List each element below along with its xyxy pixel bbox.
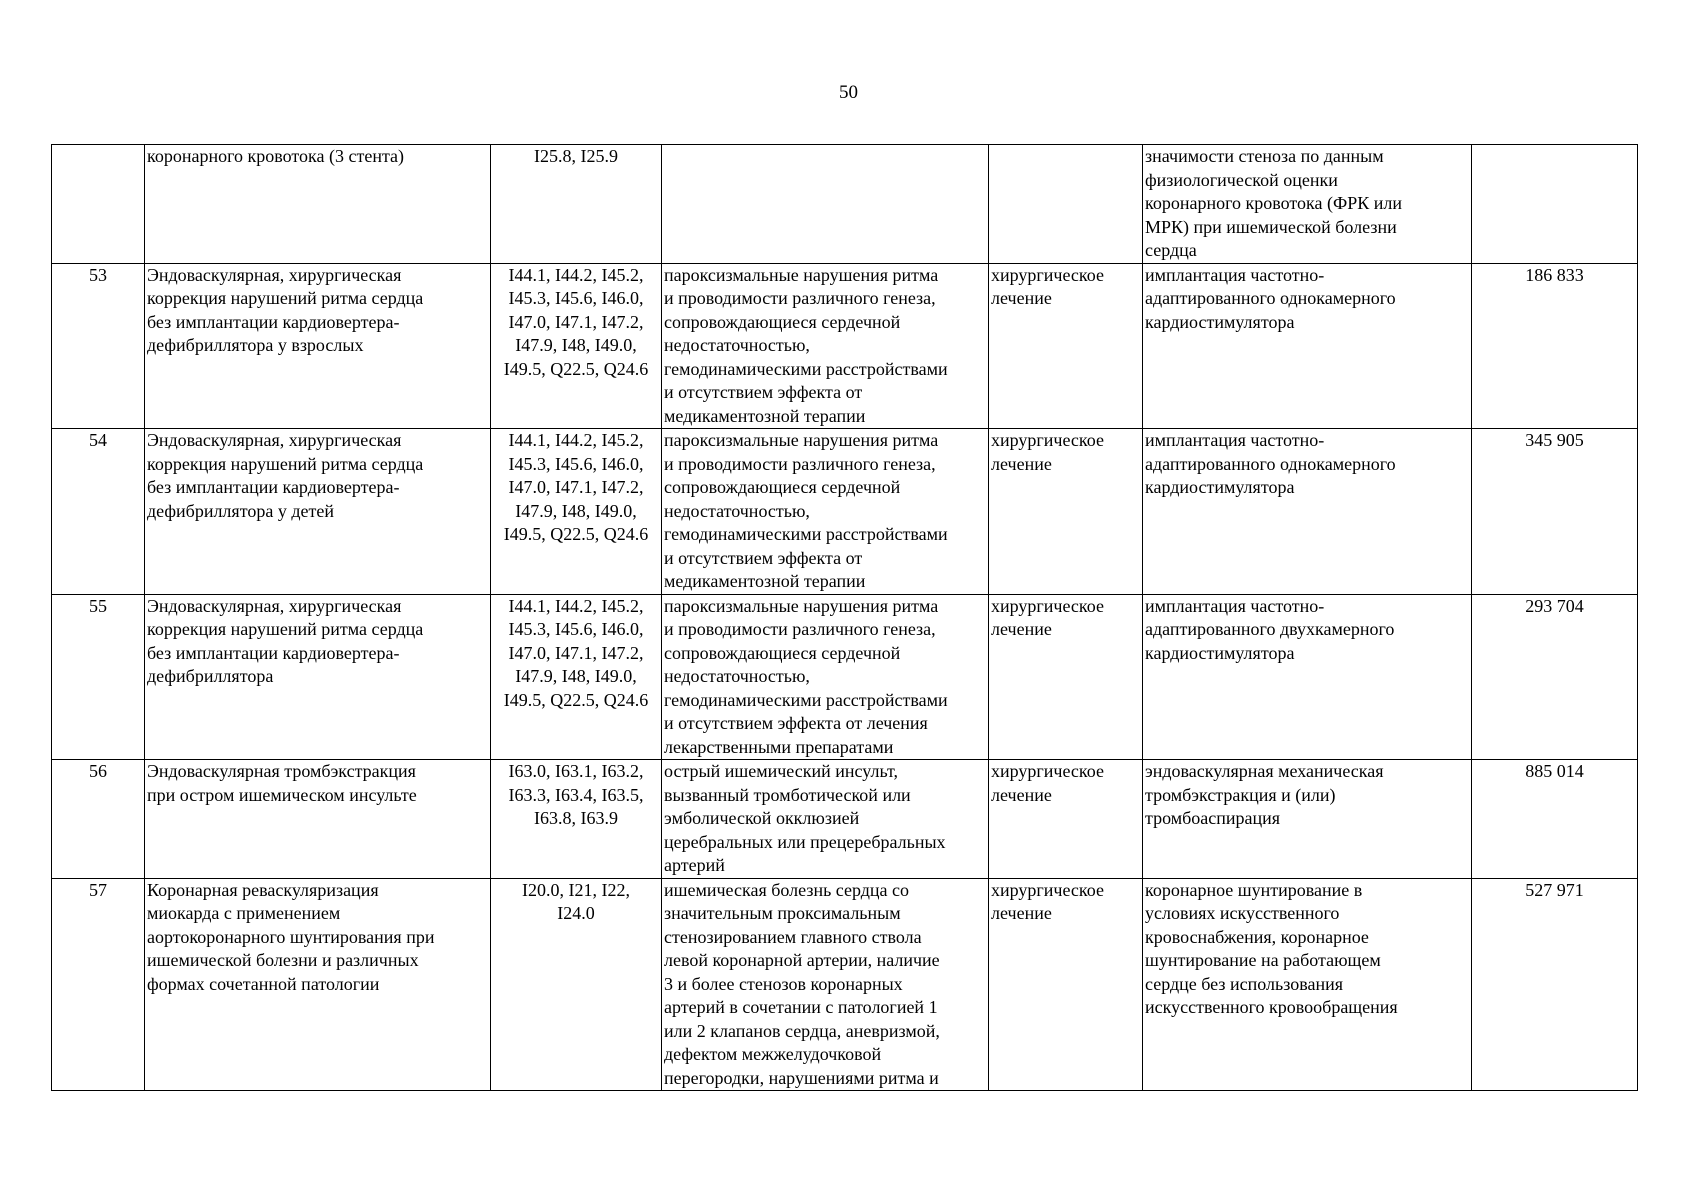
medical-care-table <box>51 144 1638 1091</box>
treatment-type-cell <box>989 594 1143 760</box>
row-number: 54 <box>89 430 107 450</box>
table-row <box>52 263 1638 429</box>
icd-codes: I63.0, I63.1, I63.2, I63.3, I63.4, I63.5, I63.8, I63.9 <box>508 761 644 828</box>
treatment-method: имплантация частотно- адаптированного однокамерного кардиостимулятора <box>1145 430 1396 497</box>
icd-codes-cell <box>491 594 662 760</box>
table-body <box>52 145 1638 1091</box>
row-number-cell <box>52 760 145 879</box>
care-type-name: Эндоваскулярная, хирургическая коррекция нарушений ритма сердца без имплантации кардиовертера- дефибриллятора у детей <box>147 430 424 521</box>
treatment-method: эндоваскулярная механическая тромбэкстракция и (или) тромбоаспирация <box>1145 761 1384 828</box>
cost-value: 527 971 <box>1525 879 1584 900</box>
row-number-cell <box>52 263 145 429</box>
treatment-type-cell <box>989 760 1143 879</box>
row-number-cell <box>52 429 145 595</box>
treatment-method: коронарное шунтирование в условиях искусственного кровоснабжения, коронарное шунтирование на работающем сердце без использования искусственного кровообращения <box>1145 879 1398 1017</box>
cost-value: 885 014 <box>1525 761 1584 781</box>
table-row <box>52 429 1638 595</box>
icd-codes-cell <box>491 429 662 595</box>
row-number: 57 <box>89 879 107 900</box>
row-number: 56 <box>89 761 107 781</box>
icd-codes: I44.1, I44.2, I45.2, I45.3, I45.6, I46.0, I47.0, I47.1, I47.2, I47.9, I48, I49.0, I49.5, Q22.5, Q24.6 <box>503 430 649 544</box>
cost-value-cell <box>1472 263 1638 429</box>
care-type-name: Коронарная реваскуляризация миокарда с применением аортокоронарного шунтирования при ишемической болезни и различных формах сочетанной патологии <box>147 879 435 994</box>
row-number: 55 <box>89 595 107 616</box>
treatment-type: хирургическое лечение <box>991 264 1104 308</box>
table-row <box>52 594 1638 760</box>
patient-model: острый ишемический инсульт, вызванный тромботической или эмболической окклюзией церебральных или прецеребральных артерий <box>664 761 946 875</box>
patient-model-cell <box>662 878 989 1091</box>
care-type-name-cell <box>145 263 491 429</box>
cost-value-cell <box>1472 594 1638 760</box>
patient-model: пароксизмальные нарушения ритма и проводимости различного генеза, сопровождающиеся сердечной недостаточностью, гемодинамическими расстройствами и отсутствием эффекта от лечения лекарственными препаратами <box>664 595 948 757</box>
icd-codes: I25.8, I25.9 <box>534 146 618 166</box>
patient-model-cell <box>662 594 989 760</box>
care-type-name-cell <box>145 145 491 264</box>
treatment-type-cell <box>989 145 1143 264</box>
treatment-method-cell <box>1143 760 1472 879</box>
icd-codes-cell <box>491 760 662 879</box>
cost-value-cell <box>1472 145 1638 264</box>
treatment-method: имплантация частотно- адаптированного двухкамерного кардиостимулятора <box>1145 595 1395 663</box>
treatment-method-cell <box>1143 263 1472 429</box>
treatment-type-cell <box>989 878 1143 1091</box>
care-type-name: Эндоваскулярная тромбэкстракция при остром ишемическом инсульте <box>147 761 417 805</box>
cost-value-cell <box>1472 760 1638 879</box>
cost-value-cell <box>1472 429 1638 595</box>
treatment-type: хирургическое лечение <box>991 595 1104 639</box>
cost-value: 186 833 <box>1525 264 1584 285</box>
care-type-name: Эндоваскулярная, хирургическая коррекция нарушений ритма сердца без имплантации кардиовертера- дефибриллятора у взрослых <box>147 264 424 355</box>
treatment-method-cell <box>1143 429 1472 595</box>
patient-model-cell <box>662 145 989 264</box>
care-type-name-cell <box>145 594 491 760</box>
treatment-type: хирургическое лечение <box>991 761 1104 805</box>
patient-model: пароксизмальные нарушения ритма и проводимости различного генеза, сопровождающиеся сердечной недостаточностью, гемодинамическими расстройствами и отсутствием эффекта от медикаментозной терапии <box>664 430 948 591</box>
treatment-method: имплантация частотно- адаптированного однокамерного кардиостимулятора <box>1145 264 1396 332</box>
treatment-type-cell <box>989 429 1143 595</box>
care-type-name: коронарного кровотока (3 стента) <box>147 146 405 166</box>
treatment-method-cell <box>1143 878 1472 1091</box>
icd-codes: I44.1, I44.2, I45.2, I45.3, I45.6, I46.0, I47.0, I47.1, I47.2, I47.9, I48, I49.0, I49.5, Q22.5, Q24.6 <box>503 595 649 710</box>
cost-value: 293 704 <box>1525 595 1584 616</box>
care-type-name-cell <box>145 878 491 1091</box>
care-type-name-cell <box>145 760 491 879</box>
icd-codes: I44.1, I44.2, I45.2, I45.3, I45.6, I46.0, I47.0, I47.1, I47.2, I47.9, I48, I49.0, I49.5, Q22.5, Q24.6 <box>503 264 649 379</box>
treatment-method: значимости стеноза по данным физиологической оценки коронарного кровотока (ФРК или МРК) при ишемической болезни сердца <box>1145 146 1402 260</box>
cost-value: 345 905 <box>1525 430 1584 450</box>
patient-model: ишемическая болезнь сердца со значительным проксимальным стенозированием главного ствола левой коронарной артерии, наличие 3 и более стенозов коронарных артерий в сочетании с патологией 1 или 2 клапанов сердца, аневризмой, дефектом межжелудочковой перегородки, нарушениями ритма и <box>664 879 940 1088</box>
treatment-type: хирургическое лечение <box>991 879 1104 923</box>
row-number: 53 <box>89 264 107 285</box>
row-number-cell <box>52 145 145 264</box>
care-type-name: Эндоваскулярная, хирургическая коррекция нарушений ритма сердца без имплантации кардиовертера- дефибриллятора <box>147 595 424 686</box>
icd-codes-cell <box>491 878 662 1091</box>
treatment-method-cell <box>1143 145 1472 264</box>
page-number: 50 <box>839 82 858 103</box>
treatment-method-cell <box>1143 594 1472 760</box>
icd-codes: I20.0, I21, I22, I24.0 <box>522 879 630 923</box>
table-row <box>52 878 1638 1091</box>
icd-codes-cell <box>491 263 662 429</box>
table-row <box>52 145 1638 264</box>
patient-model-cell <box>662 263 989 429</box>
icd-codes-cell <box>491 145 662 264</box>
row-number-cell <box>52 878 145 1091</box>
patient-model: пароксизмальные нарушения ритма и проводимости различного генеза, сопровождающиеся сердечной недостаточностью, гемодинамическими расстройствами и отсутствием эффекта от медикаментозной терапии <box>664 264 948 426</box>
treatment-type: хирургическое лечение <box>991 430 1104 474</box>
treatment-type-cell <box>989 263 1143 429</box>
care-type-name-cell <box>145 429 491 595</box>
cost-value-cell <box>1472 878 1638 1091</box>
row-number-cell <box>52 594 145 760</box>
patient-model-cell <box>662 760 989 879</box>
table-row <box>52 760 1638 879</box>
patient-model-cell <box>662 429 989 595</box>
